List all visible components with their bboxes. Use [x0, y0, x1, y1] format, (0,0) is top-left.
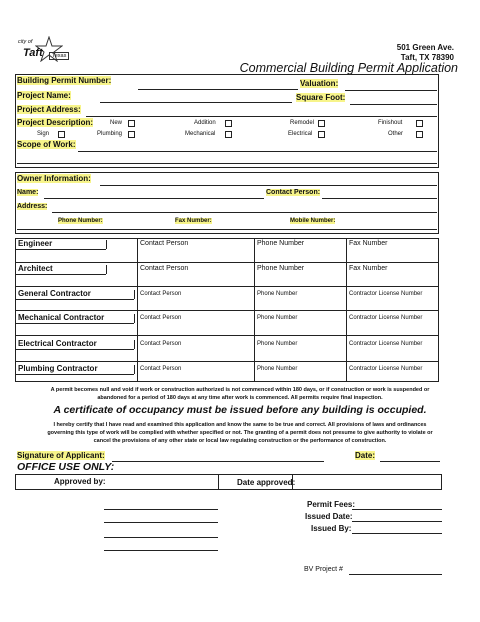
- contact-person-line[interactable]: [322, 198, 437, 199]
- certify-line-1: I hereby certify that I have read and examined this application and know the same to be true and correct. All provisions of laws and ordinances: [53, 422, 427, 428]
- square-foot-line[interactable]: [350, 104, 437, 105]
- certify-line-2: governing this type of work will be complied with whether specified or not. The granting of a permit does not presume to give authority to violate or: [47, 430, 433, 436]
- role-underline: [16, 249, 106, 250]
- permit-number-line[interactable]: [138, 89, 298, 90]
- phone-cell: Phone Number: [257, 291, 298, 297]
- remodel-label: Remodel: [290, 120, 315, 126]
- office-use-title: OFFICE USE ONLY:: [17, 461, 115, 473]
- permit-fees-line[interactable]: [352, 509, 442, 510]
- city-logo: [15, 36, 85, 66]
- role-underline: [16, 299, 134, 300]
- null-void-line-1: A permit becomes null and void if work or construction authorized is not commenced within 180 days, or if construction or work is suspended or: [50, 387, 430, 393]
- role-tick: [134, 340, 135, 349]
- owner-information-label: Owner Information:: [17, 174, 91, 183]
- mechanical-label: Mechanical: [185, 131, 216, 137]
- license-cell: Contractor License Number: [349, 341, 423, 347]
- owner-address-line[interactable]: [52, 212, 437, 213]
- form-title: Commercial Building Permit Application: [239, 61, 458, 75]
- license-cell: Contractor License Number: [349, 315, 423, 321]
- permit-number-label: Building Permit Number:: [17, 76, 112, 85]
- date-approved-divider: [292, 474, 293, 490]
- logo-name: Taft: [23, 47, 43, 59]
- fax-cell: Fax Number: [349, 265, 388, 272]
- office-line-2[interactable]: [104, 522, 218, 523]
- row-divider: [15, 361, 439, 362]
- mobile-number-label: Mobile Number:: [290, 218, 336, 224]
- phone-cell: Phone Number: [257, 315, 298, 321]
- contact-cell: Contact Person: [140, 265, 189, 272]
- address-line-2: Taft, TX 78390: [400, 53, 454, 62]
- bv-project-line[interactable]: [349, 574, 442, 575]
- phone-cell: Phone Number: [257, 240, 305, 247]
- date-approved-label: Date approved:: [237, 478, 296, 487]
- row-divider: [15, 335, 439, 336]
- certificate-notice: A certificate of occupancy must be issued before any building is occupied.: [53, 404, 427, 416]
- owner-name-line[interactable]: [44, 198, 264, 199]
- issued-date-label: Issued Date:: [305, 512, 353, 521]
- other-label: Other: [388, 131, 404, 137]
- project-description-label: Project Description:: [17, 118, 94, 127]
- scope-line-1[interactable]: [78, 151, 437, 152]
- contact-cell: Contact Person: [140, 291, 182, 297]
- owner-phone-line[interactable]: [17, 229, 437, 230]
- project-name-label: Project Name:: [17, 91, 71, 100]
- role-tick: [106, 240, 107, 249]
- issued-date-line[interactable]: [352, 521, 442, 522]
- contractor-role: General Contractor: [18, 289, 91, 298]
- finishout-label: Finishout: [378, 120, 403, 126]
- certify-line-3: cancel the provisions of any other state or local law regulating construction or the performance of construction.: [93, 438, 387, 444]
- null-void-notice: [12, 386, 468, 402]
- contractor-role: Mechanical Contractor: [18, 313, 105, 322]
- role-underline: [16, 323, 134, 324]
- approval-divider: [218, 474, 219, 490]
- electrical-label: Electrical: [288, 131, 313, 137]
- owner-header-line: [100, 185, 437, 186]
- mechanical-checkbox[interactable]: [225, 131, 232, 138]
- addition-label: Addition: [194, 120, 216, 126]
- contact-cell: Contact Person: [140, 366, 182, 372]
- plumbing-label: Plumbing: [97, 131, 123, 137]
- addition-checkbox[interactable]: [225, 120, 232, 127]
- project-name-line[interactable]: [100, 102, 292, 103]
- fax-number-label: Fax Number:: [175, 218, 212, 224]
- signature-line[interactable]: [112, 461, 324, 462]
- bv-project-label: BV Project #: [304, 566, 343, 573]
- contact-person-label: Contact Person:: [266, 189, 321, 196]
- square-foot-label: Square Foot:: [296, 93, 346, 102]
- role-tick: [134, 365, 135, 374]
- license-cell: Contractor License Number: [349, 366, 423, 372]
- contact-cell: Contact Person: [140, 240, 189, 247]
- contractor-role: Electrical Contractor: [18, 339, 97, 348]
- owner-address-label: Address:: [17, 203, 48, 210]
- project-address-label: Project Address:: [17, 105, 81, 114]
- plumbing-checkbox[interactable]: [128, 131, 135, 138]
- address-line-1: 501 Green Ave.: [396, 43, 454, 52]
- contact-cell: Contact Person: [140, 341, 182, 347]
- contractor-role: Plumbing Contractor: [18, 364, 98, 373]
- license-cell: Contractor License Number: [349, 291, 423, 297]
- signature-date-line[interactable]: [380, 461, 440, 462]
- contractor-role: Architect: [18, 264, 53, 273]
- sign-checkbox[interactable]: [58, 131, 65, 138]
- valuation-line[interactable]: [345, 90, 437, 91]
- new-checkbox[interactable]: [128, 120, 135, 127]
- scope-of-work-label: Scope of Work:: [17, 140, 76, 149]
- remodel-checkbox[interactable]: [318, 120, 325, 127]
- role-tick: [134, 290, 135, 299]
- scope-line-2[interactable]: [17, 163, 437, 164]
- office-line-3[interactable]: [104, 537, 218, 538]
- role-underline: [16, 349, 134, 350]
- logo-city-of: city of: [18, 39, 33, 45]
- valuation-label: Valuation:: [300, 79, 339, 88]
- sign-label: Sign: [37, 131, 50, 137]
- role-tick: [106, 265, 107, 274]
- permit-fees-label: Permit Fees:: [307, 500, 356, 509]
- signature-label: Signature of Applicant:: [17, 451, 105, 460]
- phone-cell: Phone Number: [257, 341, 298, 347]
- date-label: Date:: [355, 451, 376, 460]
- contractor-role: Engineer: [18, 239, 53, 248]
- role-underline: [16, 274, 106, 275]
- logo-state: Texas: [49, 52, 69, 60]
- role-underline: [16, 374, 134, 375]
- phone-cell: Phone Number: [257, 366, 298, 372]
- office-line-1[interactable]: [104, 509, 218, 510]
- project-address-line[interactable]: [86, 116, 437, 117]
- phone-cell: Phone Number: [257, 265, 305, 272]
- row-divider: [15, 262, 439, 263]
- electrical-checkbox[interactable]: [318, 131, 325, 138]
- row-divider: [15, 310, 439, 311]
- null-void-line-2: abandoned for a period of 180 days at any time after work is commenced. All permits require final inspection.: [97, 395, 383, 401]
- phone-number-label: Phone Number:: [58, 218, 103, 224]
- approved-by-label: Approved by:: [54, 477, 106, 486]
- issued-by-label: Issued By:: [311, 524, 352, 533]
- other-checkbox[interactable]: [416, 131, 423, 138]
- issued-by-line[interactable]: [352, 533, 442, 534]
- new-label: New: [110, 120, 123, 126]
- contact-cell: Contact Person: [140, 315, 182, 321]
- role-tick: [134, 314, 135, 323]
- office-line-4[interactable]: [104, 550, 218, 551]
- row-divider: [15, 286, 439, 287]
- finishout-checkbox[interactable]: [416, 120, 423, 127]
- fax-cell: Fax Number: [349, 240, 388, 247]
- certification-text: [8, 421, 472, 445]
- owner-name-label: Name:: [17, 189, 39, 196]
